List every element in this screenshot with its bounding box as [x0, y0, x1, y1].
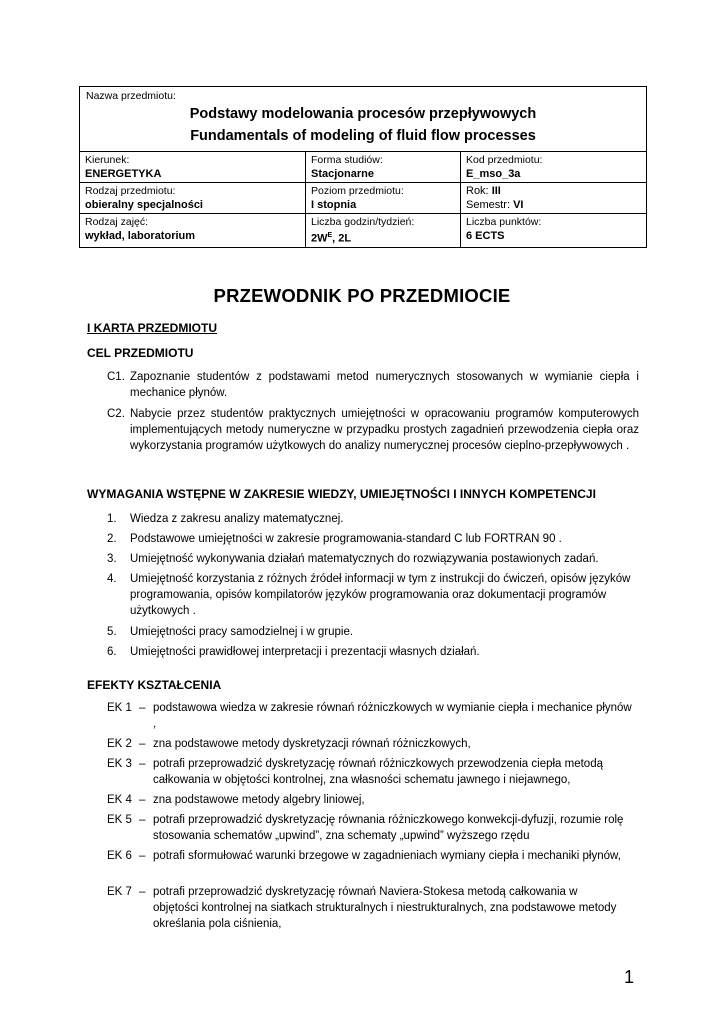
- hours-sup: E: [327, 232, 333, 239]
- item-text: potrafi przeprowadzić dyskretyzację równania różniczkowego konwekcji-dyfuzji, rozumie rolę stosowania schematów „upwind”, zna schematy „upwind” wyższego rzędu: [153, 814, 624, 842]
- field-liczba-godzin: [306, 214, 461, 248]
- semestr-line: [466, 198, 641, 212]
- item-number: 2.: [107, 533, 117, 545]
- list-item: [107, 644, 647, 660]
- field-label: Poziom przedmiotu:: [311, 185, 404, 197]
- course-title-pl: Podstawy modelowania procesów przepływowych: [189, 106, 537, 122]
- field-liczba-punktow: [461, 214, 647, 248]
- ek-code: EK 7: [107, 886, 132, 898]
- ek-code: EK 2: [107, 738, 132, 750]
- section-karta-przedmiotu: I KARTA PRZEDMIOTU: [87, 321, 217, 335]
- item-text: Zapoznanie studentów z podstawami metod numerycznych stosowanych w wymianie ciepła i mechanice płynów.: [130, 371, 639, 399]
- item-text: Podstawowe umiejętności w zakresie programowania-standard C lub FORTRAN 90 .: [130, 533, 562, 545]
- field-value: Stacjonarne: [311, 168, 374, 180]
- field-label: Rodzaj zajęć:: [85, 216, 149, 228]
- ek-dash: –: [139, 738, 146, 750]
- field-kod-przedmiotu: [461, 152, 647, 183]
- item-number: 5.: [107, 626, 117, 638]
- list-item: [107, 624, 647, 640]
- item-text: zna podstawowe metody dyskretyzacji równań różniczkowych,: [153, 738, 471, 750]
- field-forma-studiow: [306, 152, 461, 183]
- item-number: 3.: [107, 553, 117, 565]
- item-text: zna podstawowe metody algebry liniowej,: [153, 794, 365, 806]
- list-item: [107, 511, 647, 527]
- item-number: 6.: [107, 646, 117, 658]
- item-text: potrafi przeprowadzić dyskretyzację równań Naviera-Stokesa metodą całkowania w objętości kontrolnej na siatkach strukturalnych i niestrukturalnych, zna podstawowe metody określania pola ciśnienia,: [153, 886, 617, 930]
- item-text: Umiejętność korzystania z różnych źródeł informacji w tym z instrukcji do ćwiczeń, opisów języków programowania, opisów kompilatorów języków programowania oraz dokumentacji programów użytkowych .: [130, 573, 631, 617]
- item-number: 1.: [107, 513, 117, 525]
- field-value: wykład, laboratorium: [85, 230, 196, 242]
- rok-value: III: [491, 185, 501, 197]
- item-text: potrafi sformułować warunki brzegowe w zagadnieniach wymiany ciepła i mechaniki płynów,: [153, 850, 621, 862]
- item-text: Umiejętności prawidłowej interpretacji i prezentacji własnych działań.: [130, 646, 480, 658]
- list-item: [107, 884, 617, 932]
- field-label: Liczba godzin/tydzień:: [311, 216, 415, 228]
- ek-code: EK 5: [107, 814, 132, 826]
- item-number: C1.: [107, 371, 125, 383]
- rok-line: [466, 184, 641, 198]
- list-item: [107, 736, 647, 752]
- ek-code: EK 3: [107, 758, 132, 770]
- field-rodzaj-przedmiotu: [80, 183, 306, 214]
- item-text: podstawowa wiedza w zakresie równań różniczkowych w wymianie ciepła i mechanice płynów ,: [153, 702, 632, 730]
- section-efekty-ksztalcenia: EFEKTY KSZTAŁCENIA: [87, 678, 222, 692]
- ek-dash: –: [139, 702, 146, 714]
- field-value: I stopnia: [311, 199, 357, 211]
- list-item: [107, 700, 632, 732]
- ek-code: EK 4: [107, 794, 132, 806]
- ek-dash: –: [139, 794, 146, 806]
- field-poziom-przedmiotu: [306, 183, 461, 214]
- section-cel-przedmiotu: CEL PRZEDMIOTU: [87, 346, 194, 360]
- list-item: [107, 369, 639, 401]
- field-value: ENERGETYKA: [85, 168, 162, 180]
- field-label: Forma studiów:: [311, 154, 383, 166]
- field-rok-semestr: [461, 183, 647, 214]
- ek-dash: –: [139, 758, 146, 770]
- field-label: Kod przedmiotu:: [466, 154, 543, 166]
- page-number: 1: [624, 967, 635, 987]
- ek-dash: –: [139, 814, 146, 826]
- section-wymagania: WYMAGANIA WSTĘPNE W ZAKRESIE WIEDZY, UMIEJĘTNOŚCI I INNYCH KOMPETENCJI: [87, 487, 596, 501]
- field-label: Rodzaj przedmiotu:: [85, 185, 176, 197]
- field-value: obieralny specjalności: [85, 199, 203, 211]
- field-value: [311, 229, 455, 246]
- list-item: [107, 756, 647, 788]
- ek-dash: –: [139, 886, 146, 898]
- page-title: PRZEWODNIK PO PRZEDMIOCIE: [213, 285, 511, 306]
- field-label: Kierunek:: [85, 154, 130, 166]
- item-text: potrafi przeprowadzić dyskretyzację równań różniczkowych przewodzenia ciepła metodą całkowania w objętości kontrolnej, zna własności schematu jawnego i niejawnego,: [153, 758, 603, 786]
- item-number: 4.: [107, 573, 117, 585]
- list-item: [107, 531, 647, 547]
- item-text: Nabycie przez studentów praktycznych umiejętności w opracowaniu programów komputerowych implementujących metody numeryczne w przypadku prostych zagadnień przewodzenia ciepła oraz wykorzystania programów użytkowych do analizy numerycznej procesów cieplno-przepływowych .: [130, 408, 639, 452]
- list-item: [107, 406, 639, 454]
- item-text: Umiejętność wykonywania działań matematycznych do rozwiązywania postawionych zadań.: [130, 553, 599, 565]
- item-text: Umiejętności pracy samodzielnej i w grupie.: [130, 626, 354, 638]
- hours-main: 2W: [311, 232, 328, 245]
- item-number: C2.: [107, 408, 125, 420]
- field-value: E_mso_3a: [466, 168, 521, 180]
- list-item: [107, 551, 647, 567]
- subject-name-label: Nazwa przedmiotu:: [86, 90, 176, 102]
- course-title-en: Fundamentals of modeling of fluid flow processes: [190, 128, 536, 144]
- list-item: [107, 848, 642, 864]
- semestr-value: VI: [513, 199, 524, 211]
- field-value: 6 ECTS: [466, 230, 505, 242]
- field-label: Liczba punktów:: [466, 216, 542, 228]
- rok-label: Rok:: [466, 185, 489, 197]
- course-info-table: [79, 86, 647, 248]
- list-item: [107, 571, 637, 619]
- title-cell: [80, 87, 647, 152]
- field-rodzaj-zajec: [80, 214, 306, 248]
- ek-code: EK 6: [107, 850, 132, 862]
- hours-rest: , 2L: [332, 232, 352, 245]
- list-item: [107, 792, 647, 808]
- list-item: [107, 812, 647, 844]
- item-text: Wiedza z zakresu analizy matematycznej.: [130, 513, 344, 525]
- field-kierunek: [80, 152, 306, 183]
- ek-dash: –: [139, 850, 146, 862]
- ek-code: EK 1: [107, 702, 132, 714]
- semestr-label: Semestr:: [466, 199, 511, 211]
